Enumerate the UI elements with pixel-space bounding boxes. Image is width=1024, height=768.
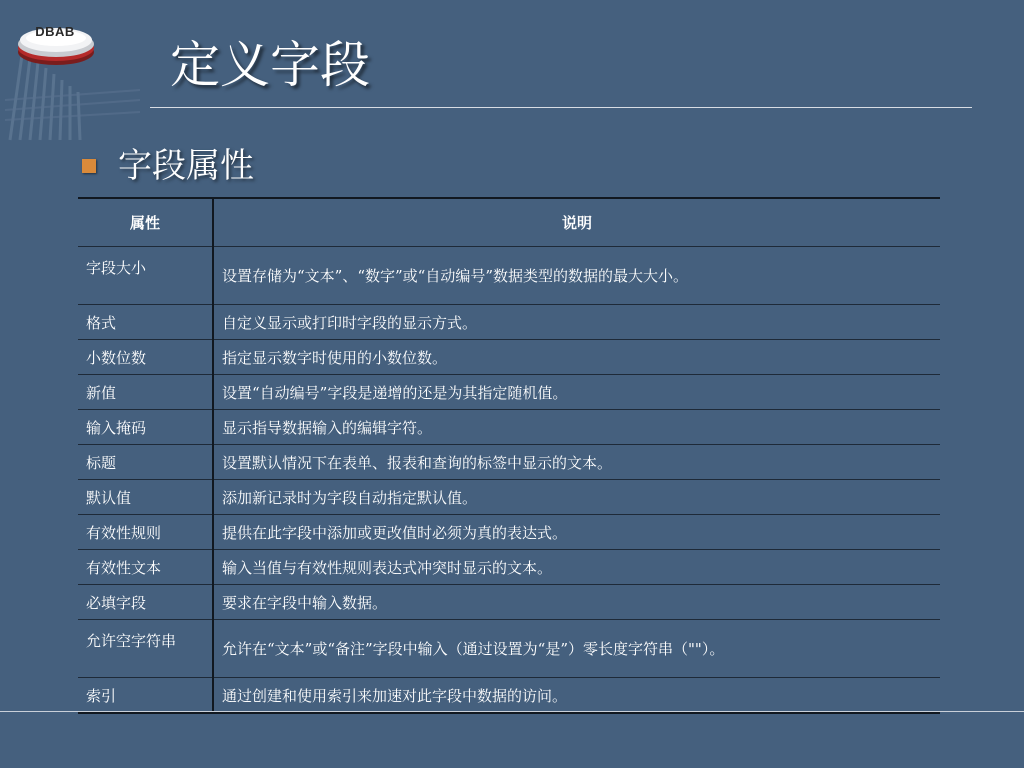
property-description: 指定显示数字时使用的小数位数。 [213, 340, 940, 375]
table-row [78, 410, 940, 445]
table-header-row [78, 198, 940, 247]
property-description: 显示指导数据输入的编辑字符。 [213, 410, 940, 445]
property-description: 要求在字段中输入数据。 [213, 585, 940, 620]
property-name: 标题 [78, 445, 213, 480]
property-name: 格式 [78, 305, 213, 340]
property-name: 新值 [78, 375, 213, 410]
property-description: 输入当值与有效性规则表达式冲突时显示的文本。 [213, 550, 940, 585]
property-name: 有效性规则 [78, 515, 213, 550]
property-name: 必填字段 [78, 585, 213, 620]
header-description: 说明 [213, 198, 940, 247]
property-description: 设置存储为“文本”、“数字”或“自动编号”数据类型的数据的最大大小。 [213, 247, 940, 305]
table-row [78, 480, 940, 515]
property-description: 提供在此字段中添加或更改值时必须为真的表达式。 [213, 515, 940, 550]
table-row [78, 247, 940, 305]
property-name: 索引 [78, 678, 213, 714]
logo-text: DBAB [35, 24, 75, 39]
property-name: 默认值 [78, 480, 213, 515]
property-name: 有效性文本 [78, 550, 213, 585]
table-row [78, 585, 940, 620]
property-description: 设置默认情况下在表单、报表和查询的标签中显示的文本。 [213, 445, 940, 480]
bullet-square-icon [82, 159, 96, 173]
header-property: 属性 [78, 198, 213, 247]
page-title: 定义字段 [170, 36, 370, 94]
table-row [78, 305, 940, 340]
property-name: 字段大小 [78, 247, 213, 305]
property-name: 允许空字符串 [78, 620, 213, 678]
table-row [78, 375, 940, 410]
table-row [78, 678, 940, 714]
property-description: 自定义显示或打印时字段的显示方式。 [213, 305, 940, 340]
field-properties-table [78, 197, 940, 714]
property-description: 设置“自动编号”字段是递增的还是为其指定随机值。 [213, 375, 940, 410]
property-name: 输入掩码 [78, 410, 213, 445]
section-heading: 字段属性 [118, 146, 254, 186]
property-name: 小数位数 [78, 340, 213, 375]
property-description: 通过创建和使用索引来加速对此字段中数据的访问。 [213, 678, 940, 714]
table-row [78, 445, 940, 480]
table-row [78, 620, 940, 678]
table-row [78, 550, 940, 585]
footer-divider [0, 711, 1024, 712]
title-divider [150, 107, 972, 108]
property-description: 添加新记录时为字段自动指定默认值。 [213, 480, 940, 515]
table-row [78, 515, 940, 550]
table-row [78, 340, 940, 375]
property-description: 允许在“文本”或“备注”字段中输入（通过设置为“是”）零长度字符串（""）。 [213, 620, 940, 678]
